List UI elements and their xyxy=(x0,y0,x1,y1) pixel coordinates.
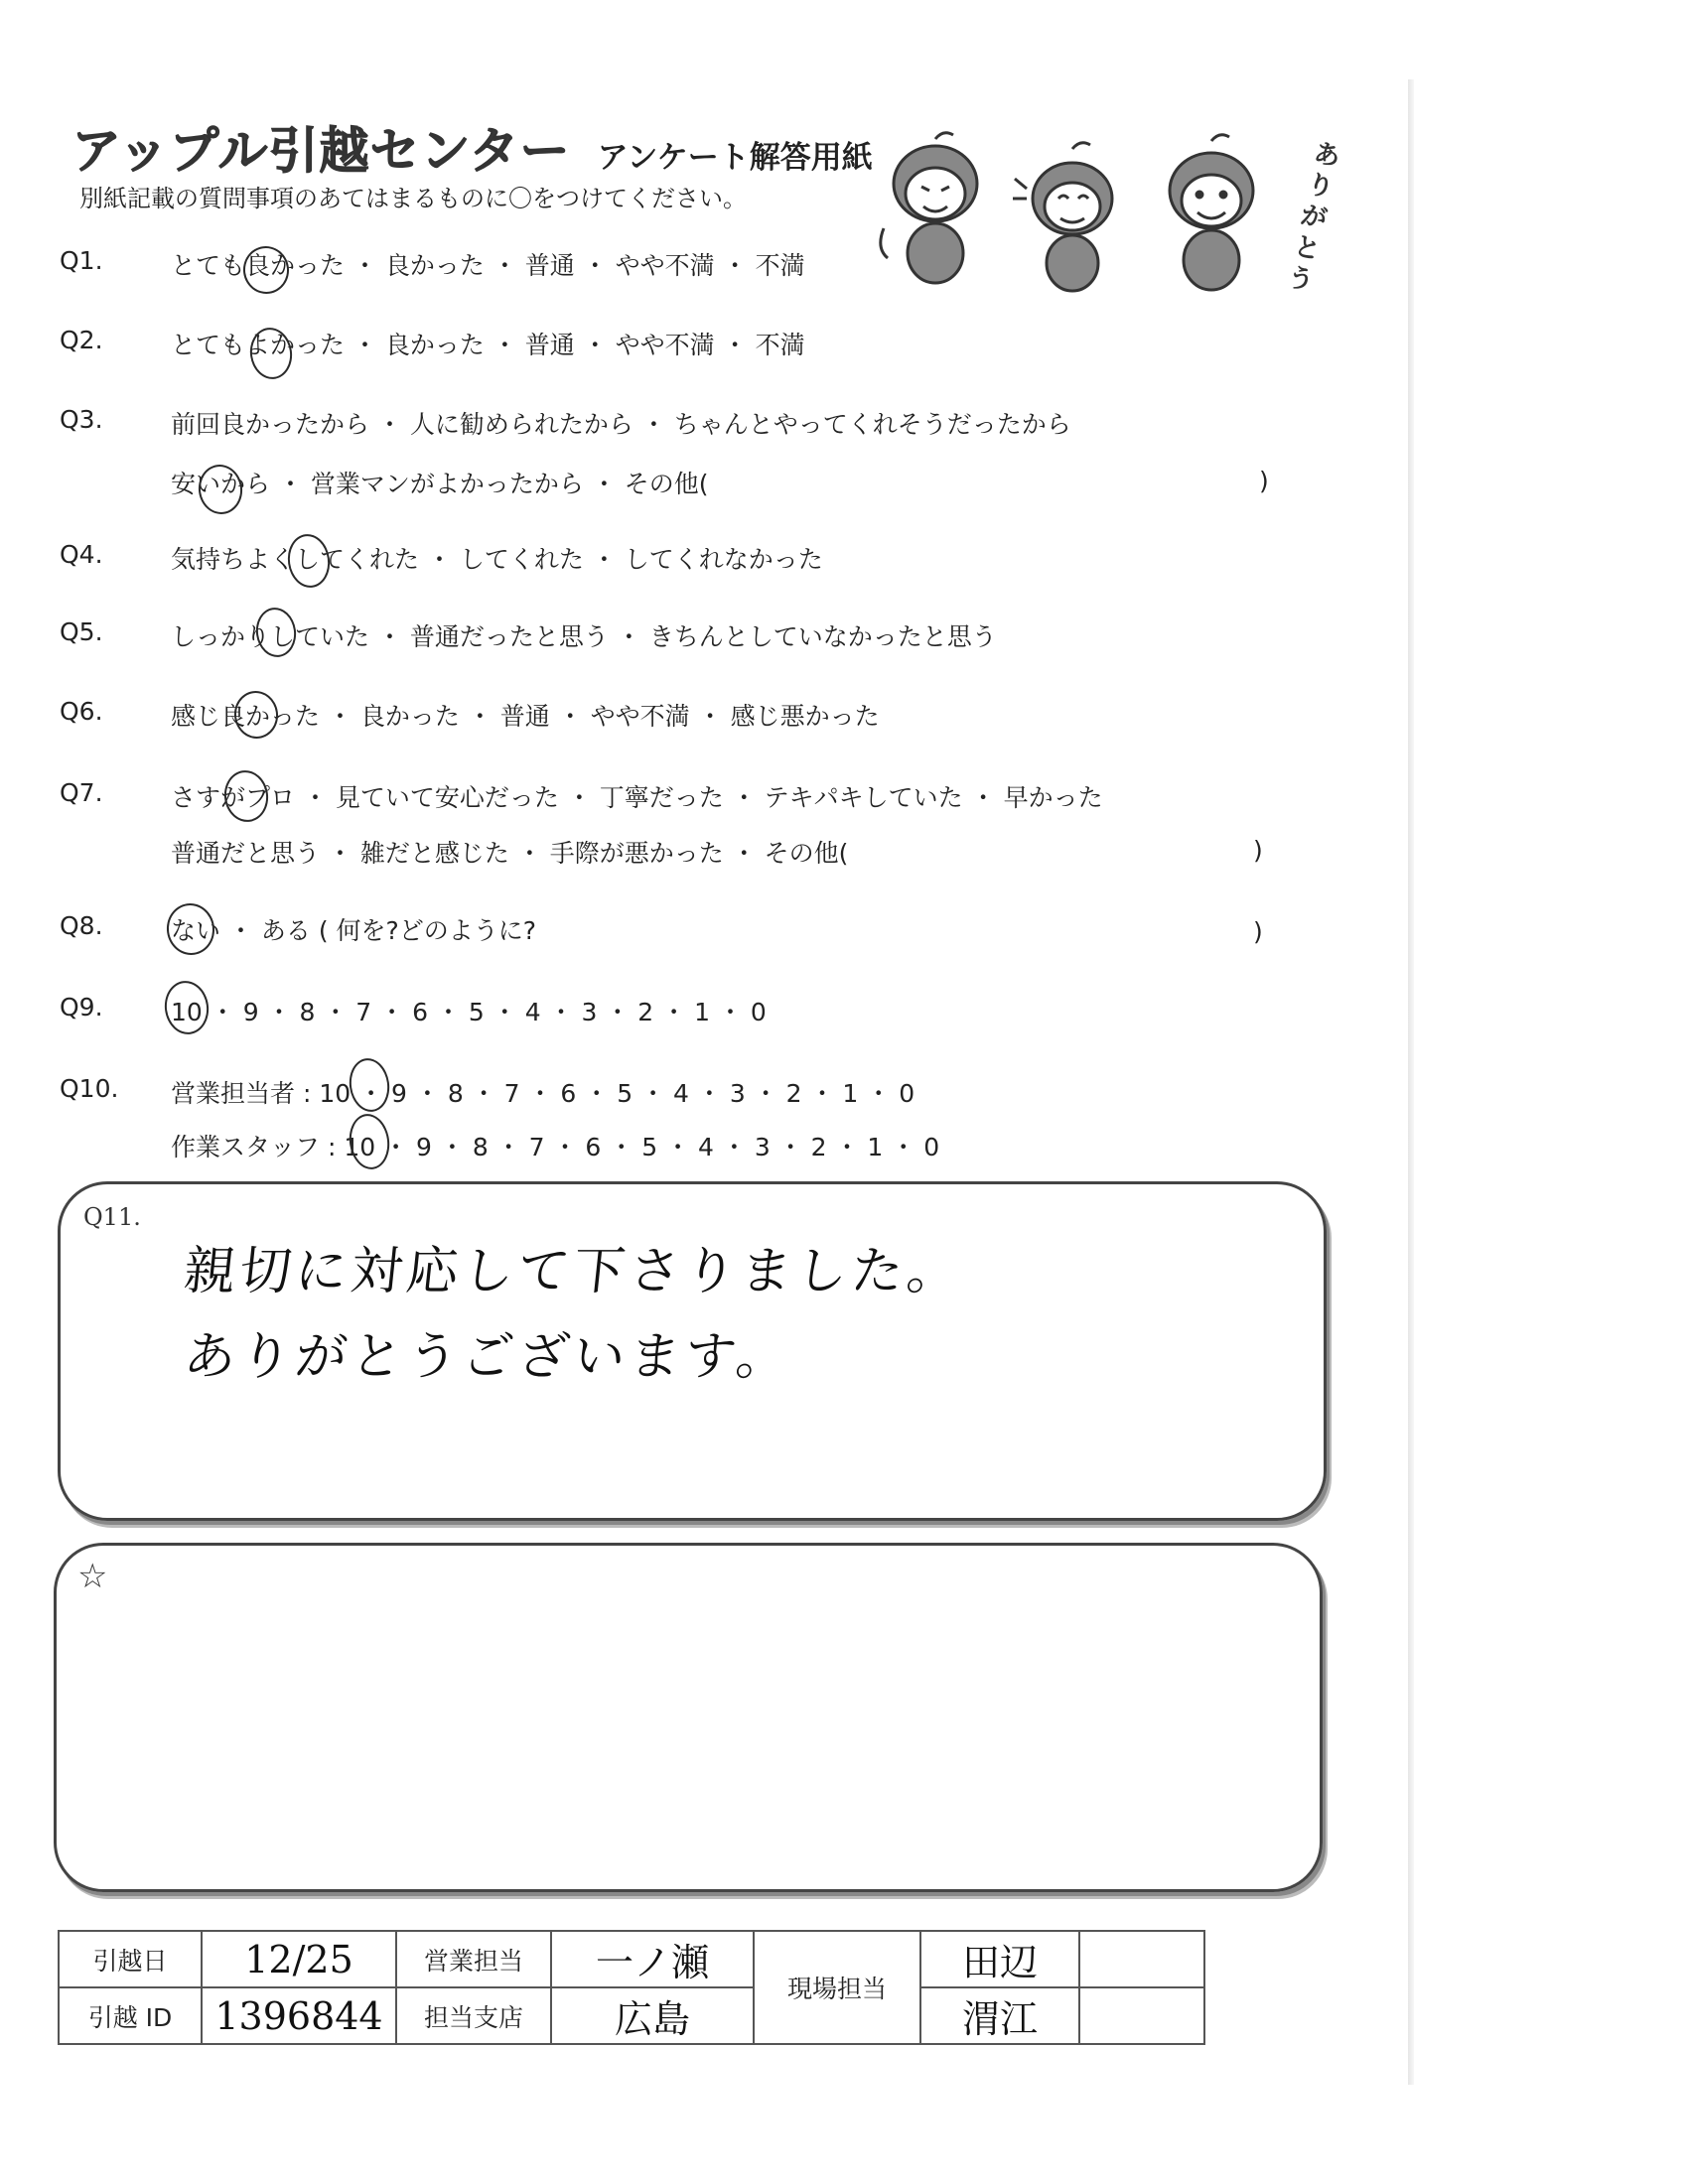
instruction-text: 別紙記載の質問事項のあてはまるものに〇をつけてください。 xyxy=(79,185,747,212)
answer-options[interactable]: 前回良かったから ・ 人に勧められたから ・ ちゃんとやってくれそうだったから xyxy=(171,410,1071,439)
question-number: Q8. xyxy=(60,911,103,940)
closing-paren: ) xyxy=(1259,467,1269,495)
comment-box-label: Q11. xyxy=(83,1203,141,1231)
branch-label: 担当支店 xyxy=(396,1987,551,2044)
rating-scale-sales[interactable]: 営業担当者 : 10 ・ 9 ・ 8 ・ 7 ・ 6 ・ 5 ・ 4 ・ 3 ・ 2 ・ 1 ・ 0 xyxy=(171,1079,915,1108)
form-header xyxy=(71,111,873,183)
sales-rep-label: 営業担当 xyxy=(396,1931,551,1987)
moving-date-value[interactable]: 12/25 xyxy=(202,1931,396,1987)
question-number: Q9. xyxy=(60,993,103,1022)
site-rep-value-1[interactable]: 田辺 xyxy=(920,1931,1079,1987)
selection-circle xyxy=(164,900,218,958)
answer-options[interactable]: ない ・ ある ( 何を?どのように? xyxy=(171,916,537,945)
moving-id-label: 引越 ID xyxy=(59,1987,202,2044)
question-number: Q5. xyxy=(60,617,103,646)
monkey-mascot-2 xyxy=(1013,143,1112,291)
blank-cell[interactable] xyxy=(1079,1931,1204,1987)
blank-cell[interactable] xyxy=(1079,1987,1204,2044)
sales-rep-value[interactable]: 一ノ瀬 xyxy=(551,1931,754,1987)
question-number: Q3. xyxy=(60,405,103,434)
rating-scale[interactable]: 10 ・ 9 ・ 8 ・ 7 ・ 6 ・ 5 ・ 4 ・ 3 ・ 2 ・ 1 ・ 0 xyxy=(171,998,767,1026)
monkey-mascot-1 xyxy=(881,133,977,283)
site-rep-label: 現場担当 xyxy=(754,1931,920,2044)
star-icon: ☆ xyxy=(77,1557,108,1596)
monkey-mascot-3 xyxy=(1170,135,1253,290)
answer-options[interactable]: 安いから ・ 営業マンがよかったから ・ その他( xyxy=(171,470,709,498)
closing-paren: ) xyxy=(1253,917,1263,946)
answer-options[interactable]: 気持ちよくしてくれた ・ してくれた ・ してくれなかった xyxy=(171,545,823,574)
handwritten-comment-line-1: 親切に対応して下さりました。 xyxy=(181,1242,966,1301)
answer-options[interactable]: さすがプロ ・ 見ていて安心だった ・ 丁寧だった ・ テキパキしていた ・ 早かった xyxy=(171,783,1103,812)
monkey-mascot-illustration xyxy=(874,129,1331,298)
star-note-box[interactable] xyxy=(54,1543,1323,1892)
thank-you-label: ありがとう xyxy=(1284,138,1343,298)
page-edge xyxy=(1408,79,1414,2085)
moving-date-label: 引越日 xyxy=(59,1931,202,1987)
answer-options[interactable]: とてもよかった ・ 良かった ・ 普通 ・ やや不満 ・ 不満 xyxy=(171,331,805,359)
company-name: アップル引越センター xyxy=(71,122,571,180)
answer-options[interactable]: 普通だと思う ・ 雑だと感じた ・ 手際が悪かった ・ その他( xyxy=(171,839,849,868)
selection-circle xyxy=(221,767,272,825)
question-number: Q4. xyxy=(60,540,103,569)
question-number: Q7. xyxy=(60,778,103,807)
handwritten-comment-line-2: ありがとうございます。 xyxy=(181,1327,795,1387)
question-number: Q10. xyxy=(60,1074,119,1103)
closing-paren: ) xyxy=(1253,836,1263,865)
moving-info-table xyxy=(58,1930,1205,2045)
answer-options[interactable]: しっかりしていた ・ 普通だったと思う ・ きちんとしていなかったと思う xyxy=(171,622,997,651)
site-rep-value-2[interactable]: 渭江 xyxy=(920,1987,1079,2044)
rating-scale-staff[interactable]: 作業スタッフ : 10 ・ 9 ・ 8 ・ 7 ・ 6 ・ 5 ・ 4 ・ 3 ・ 2 ・ 1 ・ 0 xyxy=(171,1133,940,1161)
branch-value[interactable]: 広島 xyxy=(551,1987,754,2044)
form-title: アンケート解答用紙 xyxy=(597,140,873,176)
answer-options[interactable]: 感じ良かった ・ 良かった ・ 普通 ・ やや不満 ・ 感じ悪かった xyxy=(171,702,880,731)
moving-id-value[interactable]: 1396844 xyxy=(202,1987,396,2044)
question-number: Q6. xyxy=(60,697,103,726)
answer-options[interactable]: とても良かった ・ 良かった ・ 普通 ・ やや不満 ・ 不満 xyxy=(171,251,805,280)
question-number: Q2. xyxy=(60,326,103,354)
question-number: Q1. xyxy=(60,246,103,275)
